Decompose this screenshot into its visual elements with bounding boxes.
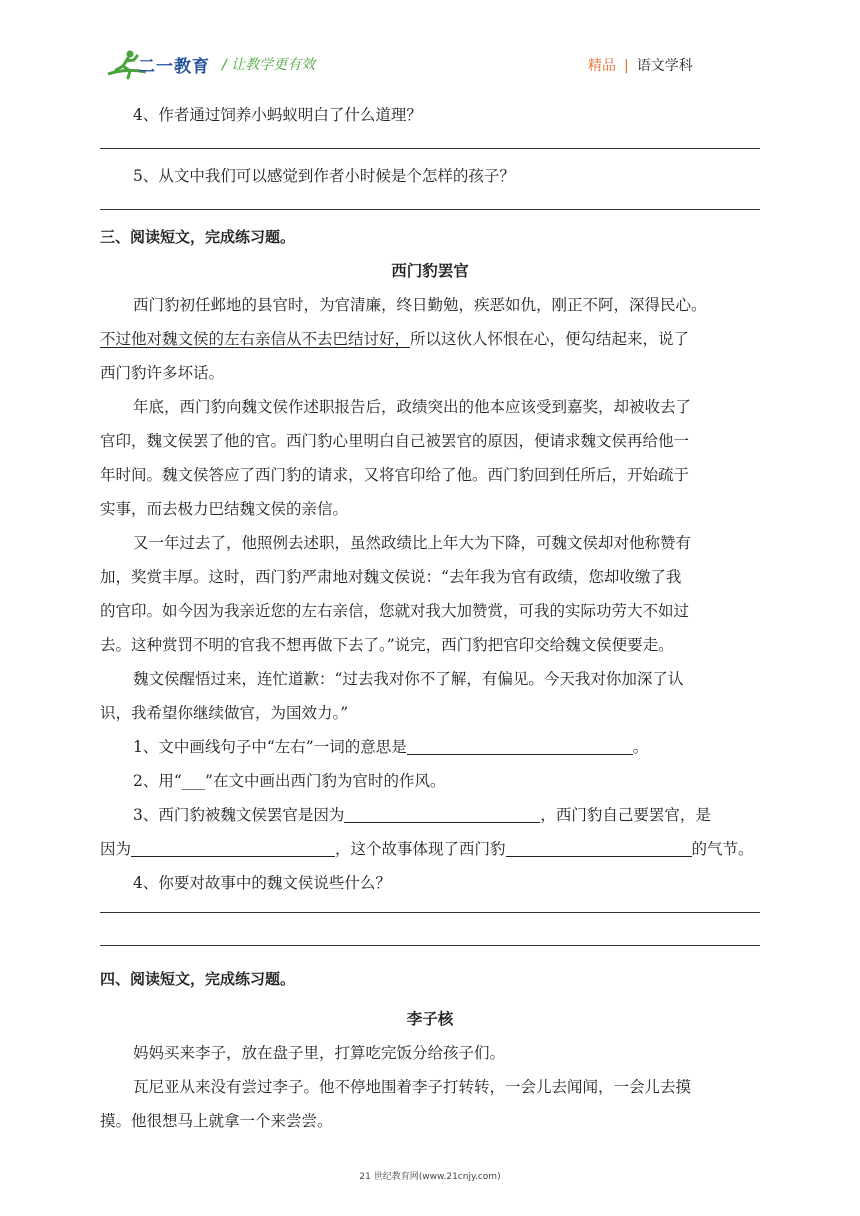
section-3-heading: 三、阅读短文，完成练习题。 [100, 228, 296, 246]
tag-divider: | [624, 58, 629, 74]
question-3-cont [100, 832, 760, 866]
question-text: 3、西门豹被魏文侯罢官是因为 [133, 806, 345, 824]
question-text: 2、用“ [133, 772, 182, 790]
paragraph-line: 西门豹许多坏话。 [100, 364, 225, 382]
paragraph-line: 官印，魏文侯罢了他的官。西门豹心里明白自己被罢官的原因，便请求魏文侯再给他一 [100, 432, 690, 450]
question-text: 1、文中画线句子中“左右”一词的意思是 [133, 738, 407, 756]
question-1 [100, 730, 760, 764]
paragraph-text: 所以这伙人怀恨在心，便勾结起来，说了 [410, 330, 690, 348]
question-text: 的气节。 [691, 840, 754, 858]
answer-line [100, 209, 760, 210]
question-4: 4、作者通过饲养小蚂蚁明白了什么道理？ [133, 106, 422, 124]
paragraph-line: 摸。他很想马上就拿一个来尝尝。 [100, 1112, 333, 1130]
section-4-heading: 四、阅读短文，完成练习题。 [100, 970, 296, 988]
document-body [100, 98, 760, 1138]
quality-tag: 精品 [588, 58, 616, 74]
answer-line [100, 912, 760, 913]
fill-blank[interactable] [506, 838, 692, 857]
fill-blank[interactable] [407, 736, 633, 755]
fill-blank[interactable] [131, 838, 335, 857]
question-3 [100, 798, 760, 832]
underline-mark: ___ [181, 772, 206, 790]
paragraph-line: 瓦尼亚从来没有尝过李子。他不停地围着李子打转转，一会儿去闻闻，一会儿去摸 [133, 1078, 692, 1096]
answer-line [100, 945, 760, 946]
passage-title: 李子核 [406, 1010, 454, 1028]
paragraph-line: 加，奖赏丰厚。这时，西门豹严肃地对魏文侯说：“去年我为官有政绩，您却收缴了我 [100, 568, 682, 586]
question-text: ，西门豹自己要罢官，是 [540, 806, 711, 824]
paragraph-line: 西门豹初任邺地的县官时，为官清廉，终日勤勉，疾恶如仇，刚正不阿，深得民心。 [133, 296, 707, 314]
paragraph-line: 的官印。如今因为我亲近您的左右亲信，您就对我大加赞赏，可我的实际功劳大不如过 [100, 602, 690, 620]
fill-blank[interactable] [344, 804, 540, 823]
subject-tag: 语文学科 [636, 58, 693, 74]
underlined-sentence: 不过他对魏文侯的左右亲信从不去巴结讨好， [100, 330, 411, 348]
logo-text: 二一教育 [138, 57, 210, 77]
paragraph-line [100, 322, 760, 356]
paragraph-line: 去。这种赏罚不明的官我不想再做下去了。”说完，西门豹把官印交给魏文侯便要走。 [100, 636, 674, 654]
slogan: / 让教学更有效 [222, 57, 316, 73]
page-footer: 21 世纪教育网(www.21cnjy.com) [359, 1172, 501, 1182]
question-text: 。 [632, 738, 649, 756]
question-text: ，这个故事体现了西门豹 [335, 840, 506, 858]
header-tags [588, 55, 693, 75]
paragraph-line: 妈妈买来李子，放在盘子里，打算吃完饭分给孩子们。 [133, 1044, 506, 1062]
question-4b: 4、你要对故事中的魏文侯说些什么？ [133, 874, 391, 892]
paragraph-line: 年时间。魏文侯答应了西门豹的请求，又将官印给了他。西门豹回到任所后，开始疏于 [100, 466, 690, 484]
paragraph-line: 魏文侯醒悟过来，连忙道歉：“过去我对你不了解，有偏见。今天我对你加深了认 [133, 670, 684, 688]
page-header [0, 0, 860, 100]
paragraph-line: 又一年过去了，他照例去述职，虽然政绩比上年大为下降，可魏文侯却对他称赞有 [133, 534, 692, 552]
question-2 [100, 764, 760, 798]
question-text: ”在文中画出西门豹为官时的作风。 [205, 772, 446, 790]
passage-title: 西门豹罢官 [391, 262, 469, 280]
question-text: 因为 [100, 840, 132, 858]
question-5: 5、从文中我们可以感觉到作者小时候是个怎样的孩子？ [133, 167, 515, 185]
answer-line [100, 148, 760, 149]
paragraph-line: 年底，西门豹向魏文侯作述职报告后，政绩突出的他本应该受到嘉奖，却被收去了 [133, 398, 692, 416]
paragraph-line: 实事，而去极力巴结魏文侯的亲信。 [100, 500, 349, 518]
paragraph-line: 识，我希望你继续做官，为国效力。” [100, 704, 349, 722]
